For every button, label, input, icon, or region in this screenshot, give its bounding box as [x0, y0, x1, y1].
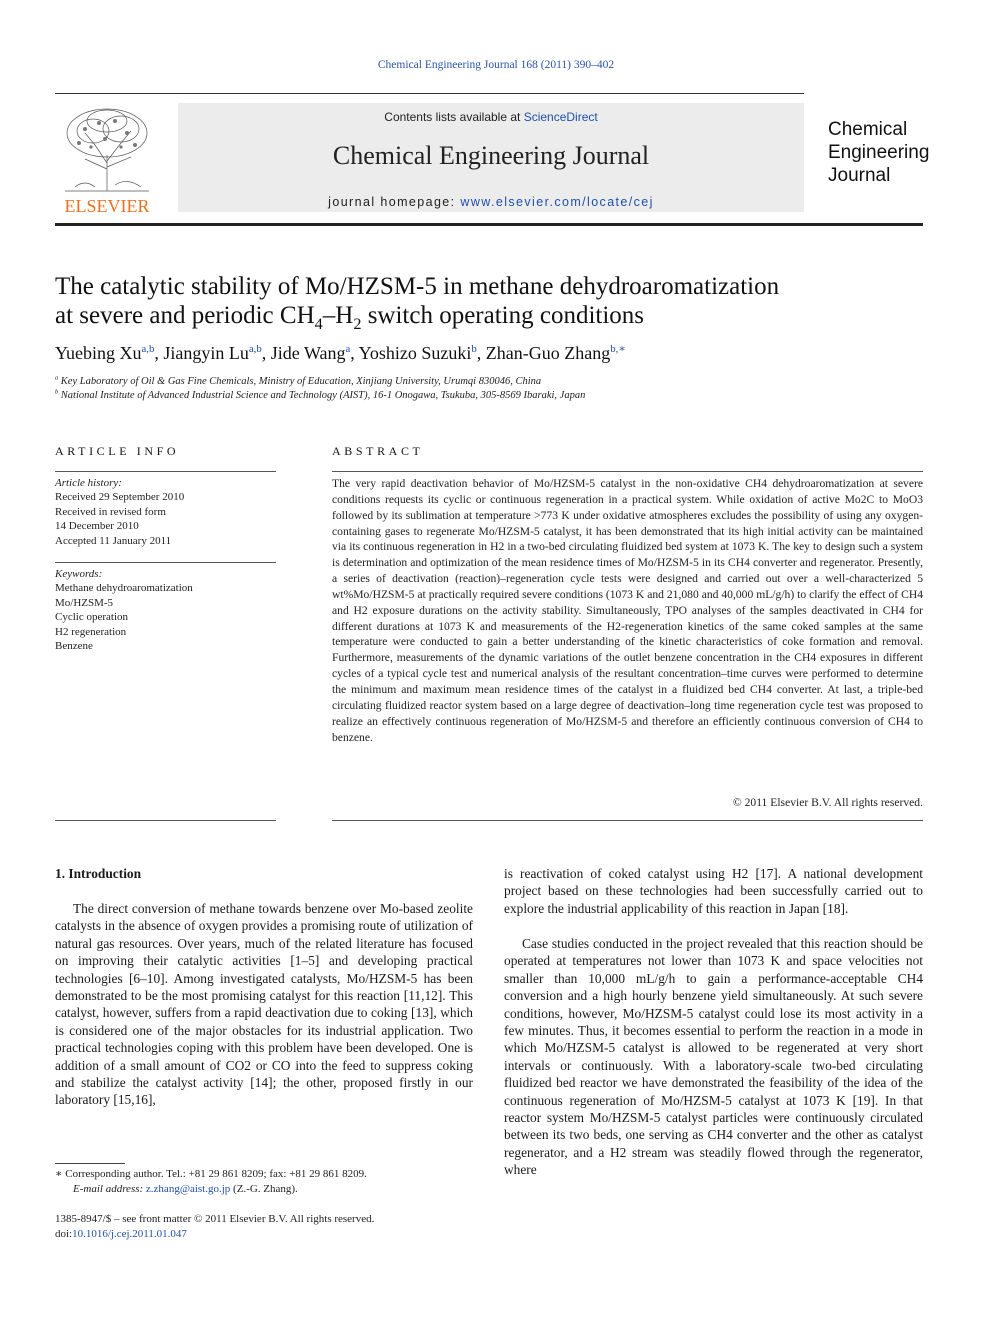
- cover-title-line: Engineering: [828, 142, 930, 163]
- author-affiliation-mark[interactable]: b,∗: [610, 343, 626, 355]
- history-label: Article history:: [55, 477, 122, 489]
- author-name[interactable]: Yoshizo Suzuki: [358, 343, 472, 363]
- journal-cover-title[interactable]: [828, 118, 948, 187]
- history-item: Received 29 September 2010: [55, 491, 185, 504]
- author-name[interactable]: Zhan-Guo Zhang: [485, 343, 611, 363]
- keyword-item: Methane dehydroaromatization: [55, 582, 193, 595]
- body-paragraph: is reactivation of coked catalyst using H2 [17]. A national development project based on these technologies had been successfully carried out to explore the industrial applicability of this reaction in Japan [18].: [504, 866, 923, 916]
- abstract-heading: ABSTRACT: [332, 444, 424, 458]
- email-line: E-mail address: z.zhang@aist.go.jp (Z.-G. Zhang).: [73, 1183, 298, 1195]
- elsevier-tree-icon: [55, 103, 159, 215]
- corresponding-author-line: ∗ Corresponding author. Tel.: +81 29 861 8209; fax: +81 29 861 8209.: [55, 1168, 367, 1180]
- header-thick-rule: [55, 223, 923, 226]
- top-rule: [55, 93, 804, 94]
- divider: [55, 471, 276, 472]
- journal-homepage-link[interactable]: www.elsevier.com/locate/cej: [460, 195, 654, 209]
- journal-citation[interactable]: Chemical Engineering Journal 168 (2011) 390–402: [377, 59, 615, 71]
- sciencedirect-link[interactable]: ScienceDirect: [523, 110, 598, 124]
- keyword-item: Cyclic operation: [55, 611, 129, 624]
- footnote-rule: [55, 1163, 125, 1164]
- history-item: 14 December 2010: [55, 520, 139, 533]
- keywords-label: Keywords:: [55, 568, 103, 580]
- keyword-item: H2 regeneration: [55, 625, 127, 638]
- divider: [332, 820, 923, 821]
- article-info-heading: ARTICLE INFO: [55, 444, 180, 458]
- affiliation-b: $^b$ National Institute of Advanced Industrial Science and Technology (AIST), 16-1 Onogawa, Tsukuba, 305-8569 Ibaraki, Japan: [55, 388, 586, 401]
- divider: [55, 820, 276, 821]
- author-name[interactable]: Jide Wang: [270, 343, 346, 363]
- history-item: Accepted 11 January 2011: [55, 534, 172, 547]
- contents-prefix: Contents lists available at: [384, 110, 524, 124]
- homepage-prefix: journal homepage:: [328, 195, 461, 209]
- elsevier-logo-text: ELSEVIER: [64, 196, 150, 215]
- author-affiliation-mark[interactable]: a,b: [141, 343, 155, 355]
- author-affiliation-mark[interactable]: a,b: [248, 343, 262, 355]
- doi-line: doi:10.1016/j.cej.2011.01.047: [55, 1228, 187, 1240]
- author-name[interactable]: Jiangyin Lu: [163, 343, 249, 363]
- elsevier-logo[interactable]: [55, 103, 159, 215]
- affiliation-a: $^a$ Key Laboratory of Oil & Gas Fine Chemicals, Ministry of Education, Xinjiang University, Urumqi 830046, China: [55, 374, 542, 387]
- issn-line: 1385-8947/$ – see front matter © 2011 Elsevier B.V. All rights reserved.: [55, 1213, 375, 1225]
- doi-link[interactable]: 10.1016/j.cej.2011.01.047: [72, 1228, 187, 1240]
- keyword-item: Benzene: [55, 640, 93, 653]
- divider: [332, 471, 923, 472]
- journal-masthead: [178, 103, 804, 212]
- section-heading-introduction: 1. Introduction: [55, 866, 142, 881]
- article-history: [55, 476, 276, 548]
- cover-title-line: Journal: [828, 165, 891, 186]
- body-paragraph: The direct conversion of methane towards benzene over Mo-based zeolite catalysts in the absence of oxygen provides a promising route of utilization of natural gas resources. Over years, much of the related literature has focused on improving their catalytic activities [1–5] and developing practical technologies [6–10]. Among investigated catalysts, Mo/HZSM-5 has been demonstrated to be the most promising catalyst for this reaction [11,12]. This catalyst, however, suffers from a rapid deactivation due to coking [13], which is considered one of the major obstacles for its industrial application. Two practical technologies coping with this problem have been developed. One is addition of a small amount of CO2 or CO into the feed to suppress coking and stabilize the catalyst activity [14]; the other, proposed firstly in our laboratory [15,16],: [55, 901, 473, 1108]
- author-affiliation-mark[interactable]: b: [471, 343, 477, 355]
- author-affiliation-mark[interactable]: a: [345, 343, 351, 355]
- divider: [55, 562, 276, 563]
- keyword-item: Mo/HZSM-5: [55, 596, 114, 609]
- cover-title-line: Chemical: [828, 119, 908, 140]
- corresponding-author-footnote: [55, 1167, 473, 1197]
- history-item: Received in revised form: [55, 505, 166, 518]
- front-matter: [55, 1212, 473, 1242]
- contents-available-line: [178, 110, 804, 124]
- keywords: [55, 567, 276, 653]
- article-title: [55, 272, 915, 333]
- journal-name: Chemical Engineering Journal: [332, 141, 650, 170]
- author-list: Yuebing Xu$^{a,b}$, Jiangyin Lu$^{a,b}$, Jide Wang$^a$, Yoshizo Suzuki$^b$, Zhan-Guo Zhang$^{b,∗}$: [55, 343, 626, 363]
- copyright-notice: © 2011 Elsevier B.V. All rights reserved.: [732, 796, 923, 809]
- journal-homepage-line: [178, 195, 804, 209]
- author-name[interactable]: Yuebing Xu: [55, 343, 142, 363]
- title-line-1: The catalytic stability of Mo/HZSM-5 in methane dehydroaromatization: [55, 273, 780, 300]
- abstract-text: The very rapid deactivation behavior of Mo/HZSM-5 catalyst in the non-oxidative CH4 dehydroaromatization at severe conditions requests its cyclic or continuous regeneration in a practical system. While oxidation of active Mo2C to MoO3 followed by its sublimation at temperature >773 K under oxidative atmospheres excludes the possibility of using any oxygen-containing gases to regenerate Mo/HZSM-5 catalyst, it has been demonstrated that its high initial activity can be maintained via its continuous regeneration in H2 in a two-bed circulating fluidized bed system at 1073 K. The key to design such a system is determination and optimization of the mean residence times of Mo/HZSM-5 in its CH4 converter and regenerator. Presently, a series of deactivation (reaction)–regeneration cycle tests were designed and carried out over a well-characterized 5 wt%Mo/HZSM-5 at practically required severe conditions (1073 K and 21,080 and 40,000 mL/g/h) to clarify the effect of CH4 and H2 exposure durations on the activity stability. Simultaneously, TPO analyses of the samples deactivated in CH4 for different durations at 1073 K and measurements of the H2-regeneration kinetics of the same coked samples at the same temperature were conducted to gain a better understanding of the kinetic characteristics of coke formation and removal. Furthermore, measurements of the dynamic variations of the outlet benzene concentration in the CH4 exposures in different cycles of a typical cycle test and numerical analysis of the resultant concentration–time curves were performed to determine the minimum and maximum mean residence times of the catalyst in a fluidized bed CH4 converter. At last, a triple-bed circulating fluidized reactor system based on a large degree of deactivation–long time regeneration cycle test was proposed to realize an effectively continuous regeneration of Mo/HZSM-5 and therefore an efficiently continuous conversion of CH4 to benzene.: [332, 477, 923, 744]
- email-link[interactable]: z.zhang@aist.go.jp: [145, 1183, 231, 1195]
- title-line-2: at severe and periodic $CH_4-H_2$ switch operating conditions: [55, 302, 645, 333]
- body-paragraph: Case studies conducted in the project revealed that this reaction should be operated at temperatures not lower than 1073 K and space velocities not smaller than 10,000 mL/g/h to gain a performance-acceptable CH4 conversion and a high hourly benzene yield simultaneously. At such severe conditions, however, Mo/HZSM-5 catalyst could lose its most activity in a few minutes. Thus, it becomes essential to perform the reaction in a mode in which Mo/HZSM-5 catalyst is allowed to be regenerated at very short intervals or continuously. With a laboratory-scale two-bed circulating fluidized bed reactor we have demonstrated the feasibility of the idea of the continuous regeneration of Mo/HZSM-5 catalyst at 1073 K [19]. In that reactor system Mo/HZSM-5 catalyst particles were continuously circulated between its two beds, one serving as CH4 converter and the other as catalyst regenerator, and a H2 stream was steadily flowed through the regenerator, where: [504, 936, 923, 1178]
